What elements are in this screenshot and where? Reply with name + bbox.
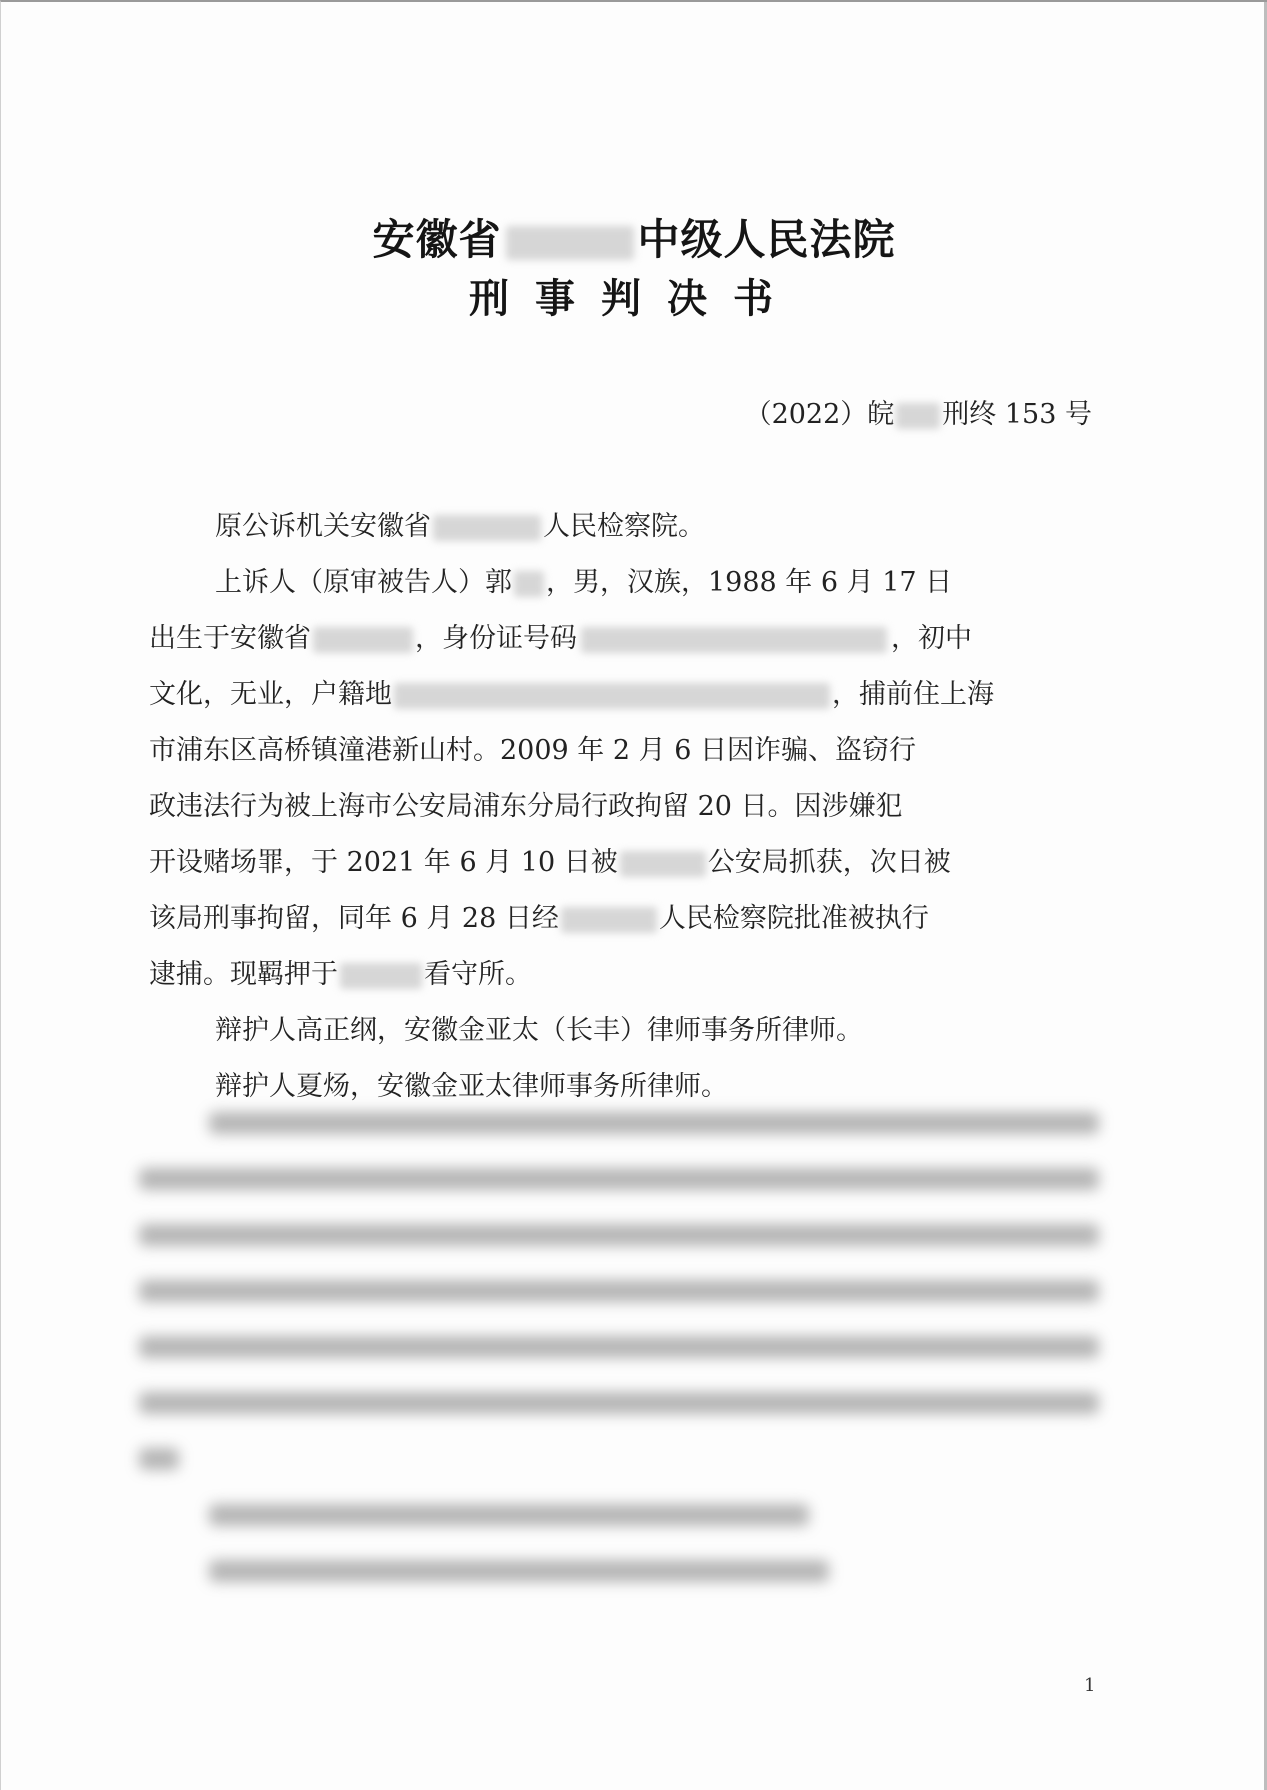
- redacted-line: [139, 1280, 1099, 1302]
- redacted-procuratorate: [561, 907, 657, 933]
- appellant-line-4: 市浦东区高桥镇潼港新山村。2009 年 2 月 6 日因诈骗、盗窃行: [149, 735, 916, 766]
- prosecutor-line: 原公诉机关安徽省 人民检察院。: [215, 511, 705, 542]
- redacted-line: [209, 1504, 809, 1526]
- appellant-line-2: 出生于安徽省 ，身份证号码 ，初中: [149, 623, 972, 654]
- judgment-body: [149, 499, 1092, 1115]
- redacted-line: [139, 1448, 179, 1470]
- redacted-paragraph-block: [139, 1112, 1099, 1616]
- redacted-birthplace: [313, 627, 413, 653]
- document-title: 刑事判决书: [469, 276, 799, 322]
- defender-2-line: 辩护人夏炀，安徽金亚太律师事务所律师。: [215, 1071, 728, 1102]
- redacted-household-address: [394, 683, 830, 709]
- redacted-line: [139, 1336, 1099, 1358]
- page-number: 1: [1084, 1675, 1096, 1696]
- redacted-police-bureau: [620, 851, 706, 877]
- appellant-line-5: 政违法行为被上海市公安局浦东分局行政拘留 20 日。因涉嫌犯: [149, 791, 903, 822]
- appellant-line-1: 上诉人（原审被告人）郭 ，男，汉族，1988 年 6 月 17 日: [215, 567, 953, 598]
- appellant-line-8: 逮捕。现羁押于 看守所。: [149, 959, 532, 990]
- court-title-province: 安徽省: [372, 215, 502, 264]
- court-title: [1, 207, 1267, 267]
- redacted-line: [139, 1168, 1099, 1190]
- redacted-line: [139, 1224, 1099, 1246]
- redacted-line: [209, 1560, 829, 1582]
- redacted-detention-center: [340, 963, 422, 989]
- court-title-court: 中级人民法院: [637, 215, 896, 264]
- redacted-name: [514, 571, 544, 597]
- defender-1-line: 辩护人高正纲，安徽金亚太（长丰）律师事务所律师。: [215, 1015, 863, 1046]
- redacted-id-number: [581, 627, 887, 653]
- appellant-line-3: 文化，无业，户籍地 ，捕前住上海: [149, 679, 994, 710]
- redacted-line: [209, 1112, 1099, 1134]
- redacted-court-code: [896, 403, 940, 429]
- redacted-city: [506, 226, 634, 260]
- appellant-line-7: 该局刑事拘留，同年 6 月 28 日经 人民检察院批准被执行: [149, 903, 929, 934]
- redacted-county: [433, 515, 541, 541]
- appellant-line-6: 开设赌场罪，于 2021 年 6 月 10 日被 公安局抓获，次日被: [149, 847, 951, 878]
- redacted-line: [139, 1392, 1099, 1414]
- case-number: （2022）皖 刑终 153 号: [744, 399, 1092, 430]
